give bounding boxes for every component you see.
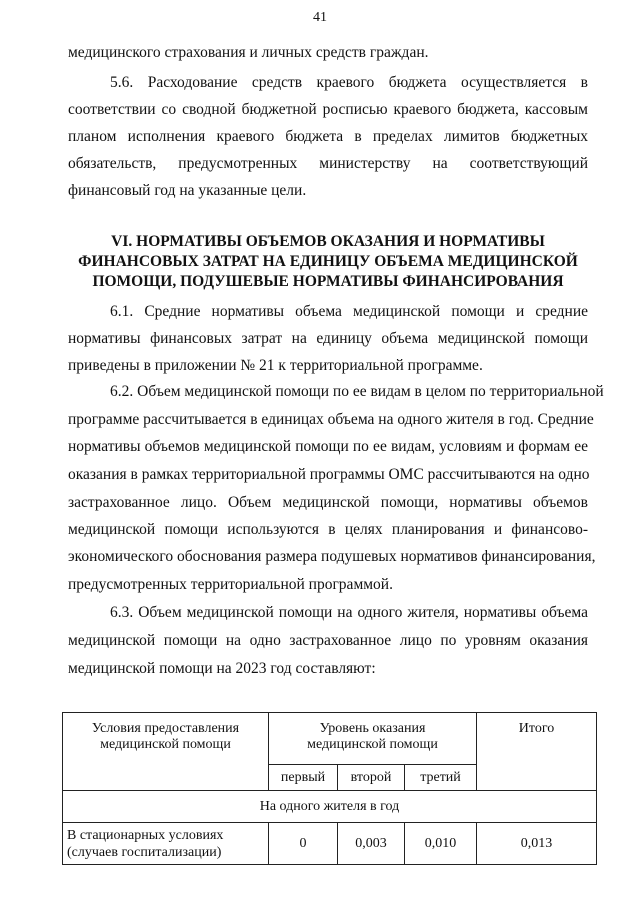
text-line: соответствии со сводной бюджетной росписью краевого бюджета, кассовым xyxy=(68,101,588,118)
text-line: 5.6. Расходование средств краевого бюджета осуществляется в xyxy=(110,74,588,91)
per-resident-section: На одного жителя в год xyxy=(63,791,597,823)
page-number: 41 xyxy=(313,10,327,25)
text-line: планом исполнения краевого бюджета в пределах лимитов бюджетных xyxy=(68,128,588,145)
conditions-header-line: медицинской помощи xyxy=(100,737,231,752)
text-line: медицинской помощи на одно застрахованное лицо по уровням оказания xyxy=(68,632,588,649)
heading-line: ФИНАНСОВЫХ ЗАТРАТ НА ЕДИНИЦУ ОБЪЕМА МЕДИЦИНСКОЙ xyxy=(78,253,578,270)
text-line: экономического обоснования размера подушевых нормативов финансирования, xyxy=(68,548,596,565)
row-condition-line: В стационарных условиях xyxy=(67,827,224,843)
text-line: 6.2. Объем медицинской помощи по ее видам в целом по территориальной xyxy=(110,383,604,400)
text-line: медицинского страхования и личных средств граждан. xyxy=(68,44,429,61)
section-heading xyxy=(60,232,596,292)
text-line: приведены в приложении № 21 к территориальной программе. xyxy=(68,357,483,374)
row-condition xyxy=(63,823,269,865)
table-header-row xyxy=(63,713,597,765)
text-line: нормативы финансовых затрат на единицу объема медицинской помощи xyxy=(68,330,588,347)
row-second-value: 0,003 xyxy=(338,823,405,865)
row-condition-line: (случаев госпитализации) xyxy=(67,844,222,860)
text-line: застрахованное лицо. Объем медицинской помощи, нормативы объемов xyxy=(68,494,588,511)
conditions-header xyxy=(63,713,269,791)
level-first-header: первый xyxy=(269,765,338,791)
conditions-header-line: Условия предоставления xyxy=(91,721,240,736)
level-header xyxy=(269,713,477,765)
text-line: программе рассчитывается в единицах объема на одного жителя в год. Средние xyxy=(68,411,594,428)
heading-line: ПОМОЩИ, ПОДУШЕВЫЕ НОРМАТИВЫ ФИНАНСИРОВАНИЯ xyxy=(92,273,564,290)
text-line: предусмотренных территориальной программой. xyxy=(68,576,393,593)
table-section-row xyxy=(63,791,597,823)
heading-line: VI. НОРМАТИВЫ ОБЪЕМОВ ОКАЗАНИЯ И НОРМАТИВЫ xyxy=(111,233,545,250)
text-line: оказания в рамках территориальной программы ОМС рассчитываются на одно xyxy=(68,466,590,483)
text-line: медицинской помощи на 2023 год составляют: xyxy=(68,660,376,677)
text-line: 6.3. Объем медицинской помощи на одного жителя, нормативы объема xyxy=(110,604,588,621)
level-header-line: медицинской помощи xyxy=(307,737,438,752)
level-second-header: второй xyxy=(338,765,405,791)
volume-table xyxy=(62,712,597,865)
level-header-line: Уровень оказания xyxy=(319,721,426,736)
text-line: финансовый год на указанные цели. xyxy=(68,182,307,199)
row-third-value: 0,010 xyxy=(405,823,477,865)
text-line: обязательств, предусмотренных министерству на соответствующий xyxy=(68,155,588,172)
text-line: 6.1. Средние нормативы объема медицинской помощи и средние xyxy=(110,303,588,320)
level-third-header: третий xyxy=(405,765,477,791)
total-header: Итого xyxy=(477,713,597,791)
text-line: нормативы объемов медицинской помощи по ее видам, условиям и формам ее xyxy=(68,438,588,455)
row-first-value: 0 xyxy=(269,823,338,865)
row-total-value: 0,013 xyxy=(477,823,597,865)
table-row xyxy=(63,823,597,865)
text-line: медицинской помощи используются в целях планирования и финансово- xyxy=(68,521,588,538)
